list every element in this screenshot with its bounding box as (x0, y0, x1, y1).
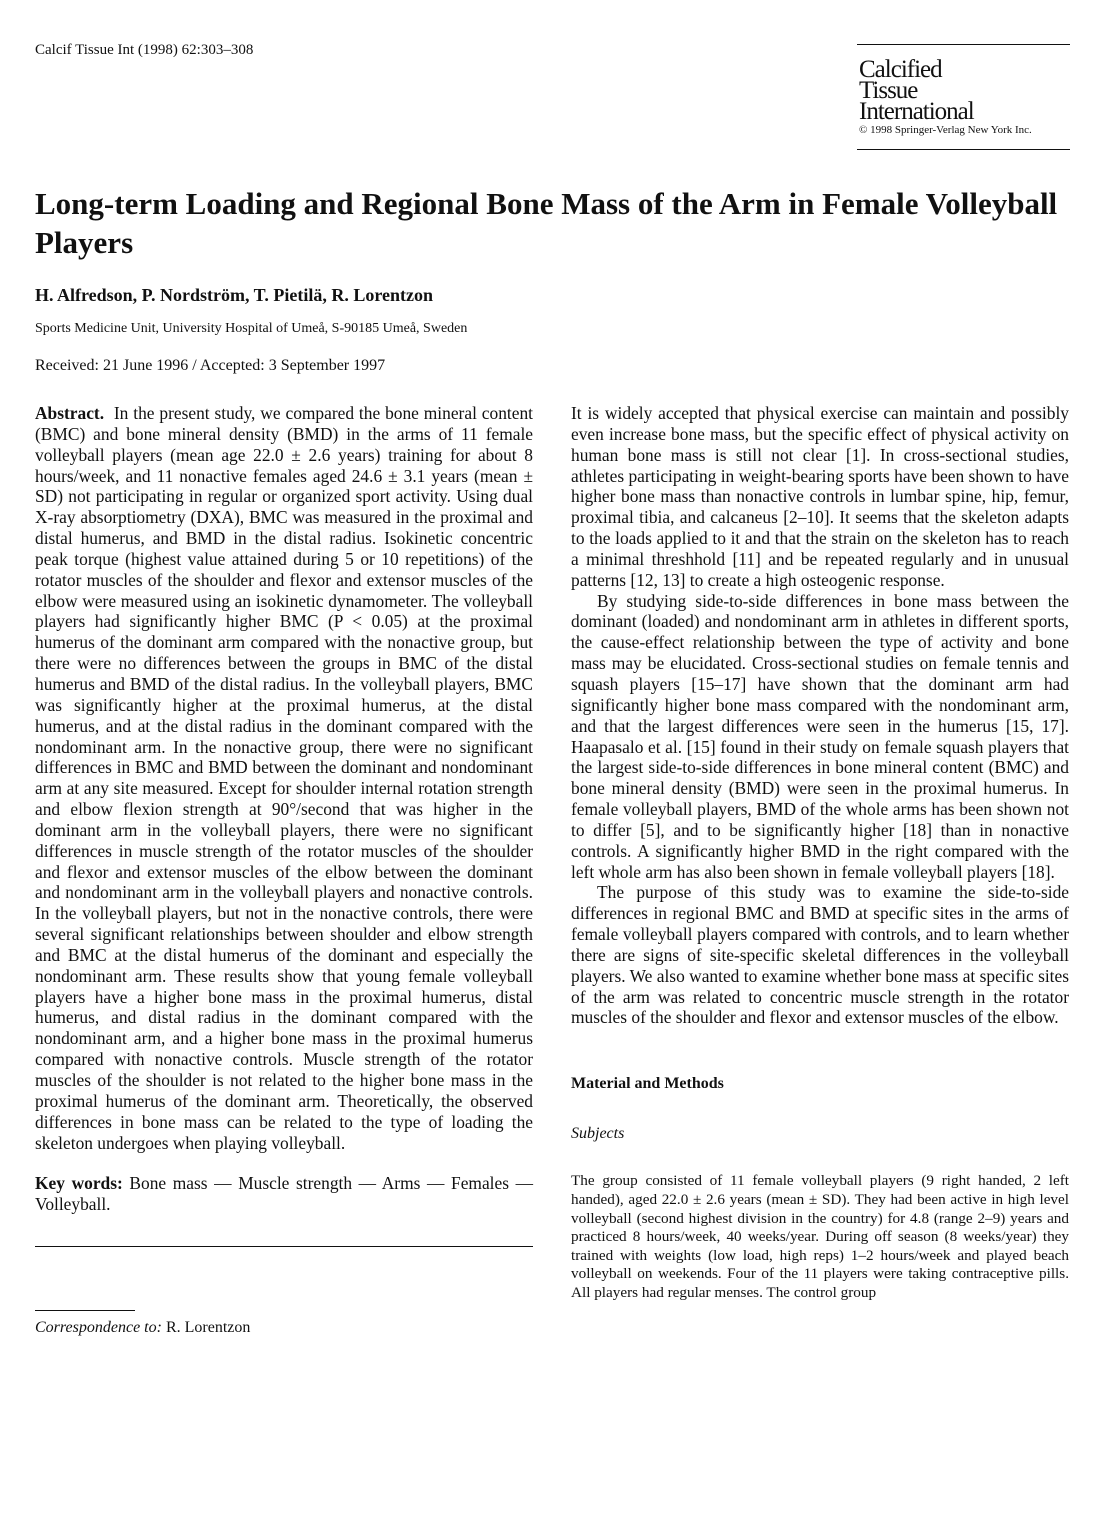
publisher-copyright: © 1998 Springer-Verlag New York Inc. (859, 124, 1032, 136)
footnote-divider (35, 1310, 135, 1311)
author-list: H. Alfredson, P. Nordström, T. Pietilä, R. Lorentzon (35, 285, 433, 305)
correspondence-note (35, 1319, 533, 1337)
intro-paragraph: By studying side-to-side differences in bone mass between the dominant (loaded) and nondominant arm in athletes in different sports, the cause-effect relationship between the type of activity and bone mass may be elucidated. Cross-sectional studies on female tennis and squash players [15–17] have shown that the dominant arm had significantly higher bone mass compared with the nondominant arm, and that the largest differences were seen in the humerus [15, 17]. Haapasalo et al. [15] found in their study on female squash players that the largest side-to-side differences in bone mineral content (BMC) and bone mineral density (BMD) were seen in the proximal humerus. In female volleyball players, BMD of the whole arms has been shown not to differ [5], and to be significantly higher [18] than in nonactive controls. A significantly higher BMD in the right compared with the left whole arm has also been shown in female volleyball players [18]. (571, 590, 1069, 882)
journal-logo (857, 44, 1070, 150)
journal-citation: Calcif Tissue Int (1998) 62:303–308 (35, 42, 254, 58)
article-title: Long-term Loading and Regional Bone Mass of the Arm in Female Volleyball Players (35, 186, 1058, 260)
subjects-paragraph: The group consisted of 11 female volleyball players (9 right handed, 2 left handed), aged 22.0 ± 2.6 years (mean ± SD). They had been active in high level volleyball (second highest division in the country) for 4.8 (range 2–9) years and practiced 8 hours/week, 40 weeks/year. During off season (8 weeks/year) they trained with weights (low load, high reps) 1–2 hours/week and played beach volleyball on weekends. Four of the 11 players were taking contraceptive pills. All players had regular menses. The control group (571, 1172, 1069, 1301)
abstract-text: In the present study, we compared the bone mineral content (BMC) and bone mineral density (BMD) in the arms of 11 female volleyball players (mean age 22.0 ± 2.6 years) training for about 8 hours/week, and 11 nonactive females aged 24.6 ± 3.1 years (mean ± SD) not participating in regular or organized sport activity. Using dual X-ray absorptiometry (DXA), BMC was measured in the proximal and distal humerus, and BMD in the distal radius. Isokinetic concentric peak torque (highest value attained during 5 or 10 repetitions) of the rotator muscles of the shoulder and flexor and extensor muscles of the elbow were measured using an isokinetic dynamometer. The volleyball players had significantly higher BMC (P < 0.05) at the proximal humerus of the dominant arm compared with the nonactive group, but there were no differences between the groups in BMC of the distal humerus and BMD of the distal radius. In the volleyball players, BMC was significantly higher at the proximal humerus, at the distal humerus, and at the distal radius in the dominant compared with the nondominant arm. In the nonactive group, there were no significant differences in BMC and BMD between the dominant and nondominant arm at any site measured. Except for shoulder internal rotation strength and elbow flexion strength at 90°/second that was higher in the dominant arm in the volleyball players, there were no significant differences in muscle strength of the rotator muscles of the shoulder and flexor and extensor muscles of the elbow between the dominant and nondominant arm in the volleyball players and nonactive controls. In the volleyball players, but not in the nonactive controls, there were several significant relationships between shoulder and elbow strength and BMC at the distal humerus of the dominant and especially the nondominant arm. These results show that young female volleyball players have a higher bone mass in the proximal humerus, distal humerus, and distal radius in the dominant compared with the nondominant arm, and a higher bone mass in the proximal humerus compared with nonactive controls. Muscle strength of the rotator muscles of the shoulder is not related to the higher bone mass in the proximal humerus of the dominant arm. Theoretically, the observed differences in bone mass can be related to the type of loading the skeleton undergoes when playing volleyball. (35, 403, 533, 1153)
abstract-label: Abstract. (35, 403, 105, 423)
logo-line-tissue: Tissue (859, 77, 918, 104)
author-affiliation: Sports Medicine Unit, University Hospital of Umeå, S-90185 Umeå, Sweden (35, 321, 468, 336)
intro-paragraph: It is widely accepted that physical exercise can maintain and possibly even increase bone mass, but the specific effect of physical activity on human bone mass is still not clear [1]. In cross-sectional studies, athletes participating in weight-bearing sports have been shown to have higher bone mass than nonactive controls in lumbar spine, hip, femur, proximal tibia, and calcaneus [2–10]. It seems that the skeleton adapts to the loads applied to it and that the strain on the skeleton has to reach a minimal threshhold [11] and be repeated regularly and in unusual patterns [12, 13] to create a high osteogenic response. (571, 403, 1069, 590)
subsection-heading-subjects: Subjects (571, 1125, 625, 1143)
correspondence-name: R. Lorentzon (165, 1319, 251, 1337)
logo-line-international: International (859, 98, 974, 125)
correspondence-label: Correspondence to: (35, 1319, 162, 1337)
keywords-label: Key words: (35, 1173, 123, 1194)
logo-line-calcified: Calcified (859, 56, 942, 83)
received-accepted-dates: Received: 21 June 1996 / Accepted: 3 September 1997 (35, 357, 386, 374)
left-column (35, 403, 533, 1337)
intro-paragraph: The purpose of this study was to examine the side-to-side differences in regional BMC and BMD at specific sites in the arms of female volleyball players compared with controls, and to learn whether there are signs of site-specific skeletal differences in the volleyball players. We also wanted to examine whether bone mass at specific sites of the arm was related to concentric muscle strength in the rotator muscles of the shoulder and flexor and extensor muscles of the elbow. (571, 882, 1069, 1028)
keywords (35, 1173, 533, 1215)
abstract (35, 403, 533, 1153)
abstract-divider (35, 1246, 533, 1247)
keywords-text: Bone mass — Muscle strength — Arms — Females — Volleyball. (35, 1173, 533, 1215)
section-heading-methods: Material and Methods (571, 1075, 724, 1093)
right-column (571, 403, 1069, 1302)
